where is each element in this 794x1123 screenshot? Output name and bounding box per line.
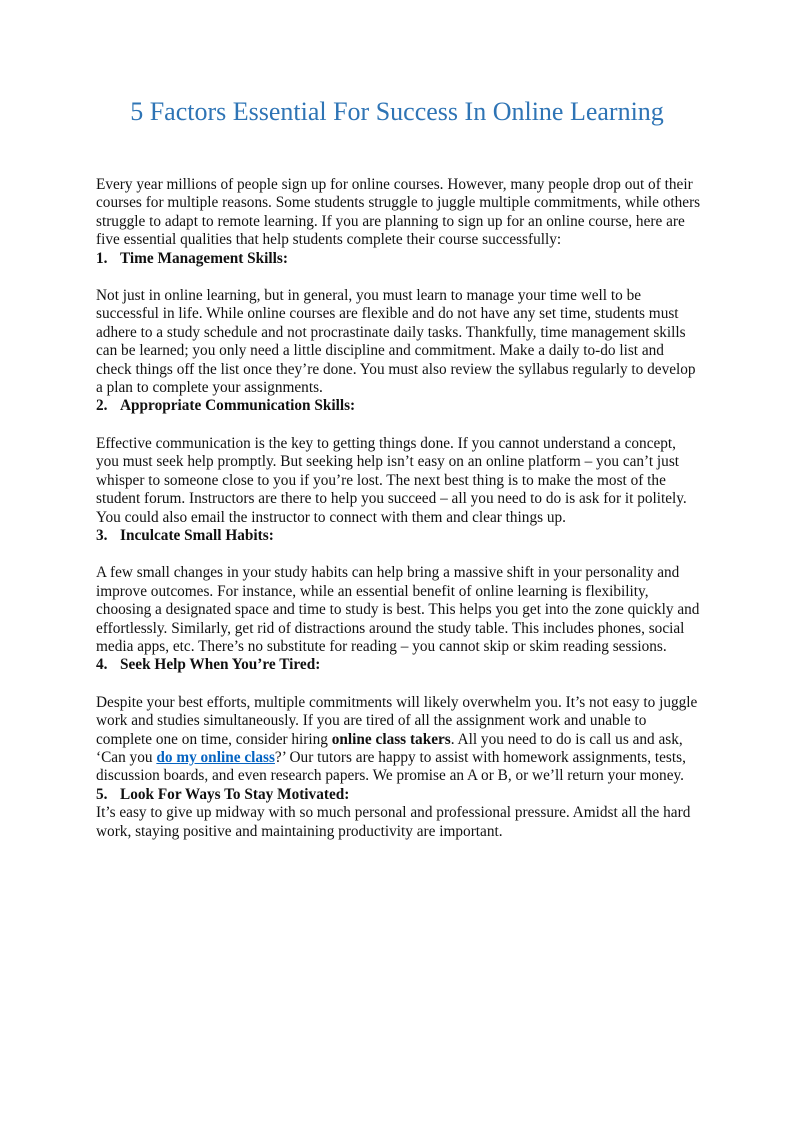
intro-paragraph: Every year millions of people sign up for online courses. However, many people drop out of their courses for multiple reasons. Some students struggle to juggle multiple commitments, while others struggle to adapt to remote learning. If you are planning to sign up for an online course, here are five essential qualities that help students complete their course successfully: (96, 176, 701, 249)
section-heading-text: Inculcate Small Habits: (120, 526, 274, 544)
section-number: 4. (96, 656, 108, 674)
section-heading-seek-help (96, 656, 698, 674)
section-number: 1. (96, 249, 108, 267)
section-heading-text: Appropriate Communication Skills: (120, 397, 356, 415)
section-number: 5. (96, 785, 108, 803)
bold-phrase-online-class-takers: online class takers (331, 730, 451, 748)
section-body-time-management: Not just in online learning, but in general, you must learn to manage your time well to be successful in life. While online courses are flexible and do not have any set time, students must adhere to a study schedule and not procrastinate daily tasks. Thankfully, time management skills can be learned; you only need a little discipline and commitment. Make a daily to-do list and check things off the list once they’re done. You must also review the syllabus regularly to develop a plan to complete your assignments. (96, 287, 696, 397)
body-text: Despite your best efforts, multiple commitments will likely overwhelm you. It’s not easy to juggle work and studies simultaneously. If you are tired of all the assignment work and unable to complete one on time, consider hiring (96, 693, 698, 748)
section-heading-text: Look For Ways To Stay Motivated: (120, 785, 350, 803)
body-text: ?’ Our tutors are happy to assist with homework assignments, tests, discussion boards, and even research papers. We promise an A or B, or we’ll return your money. (96, 748, 686, 785)
page-title: 5 Factors Essential For Success In Online Learning (130, 97, 664, 126)
section-body-stay-motivated: It’s easy to give up midway with so much personal and professional pressure. Amidst all the hard work, staying positive and maintaining productivity are important. (96, 804, 691, 840)
body-text: . All you need to do is call us and ask, ‘Can you (96, 730, 683, 766)
section-body-small-habits: A few small changes in your study habits can help bring a massive shift in your personality and improve outcomes. For instance, while an essential benefit of online learning is flexibility, choosing a designated space and time to study is best. This helps you get into the zone quickly and effortlessly. Similarly, get rid of distractions around the study table. This includes phones, social media apps, etc. There’s no substitute for reading – you cannot skip or skim reading sessions. (96, 564, 700, 655)
section-heading-text: Seek Help When You’re Tired: (120, 656, 321, 674)
section-heading-time-management (96, 250, 698, 268)
section-number: 2. (96, 397, 108, 415)
section-body-seek-help (96, 694, 701, 786)
section-heading-text: Time Management Skills: (120, 249, 288, 267)
section-number: 3. (96, 526, 108, 544)
section-heading-stay-motivated (96, 786, 698, 804)
do-my-online-class-link[interactable]: do my online class (156, 748, 275, 766)
section-heading-communication (96, 397, 698, 415)
section-heading-small-habits (96, 527, 698, 545)
section-body-communication: Effective communication is the key to getting things done. If you cannot understand a concept, you must seek help promptly. But seeking help isn’t easy on an online platform – you can’t just whisper to someone close to you if you’re lost. The next best thing is to make the most of the student forum. Instructors are there to help you succeed – all you need to do is ask for it politely. You could also email the instructor to connect with them and clear things up. (96, 434, 687, 526)
